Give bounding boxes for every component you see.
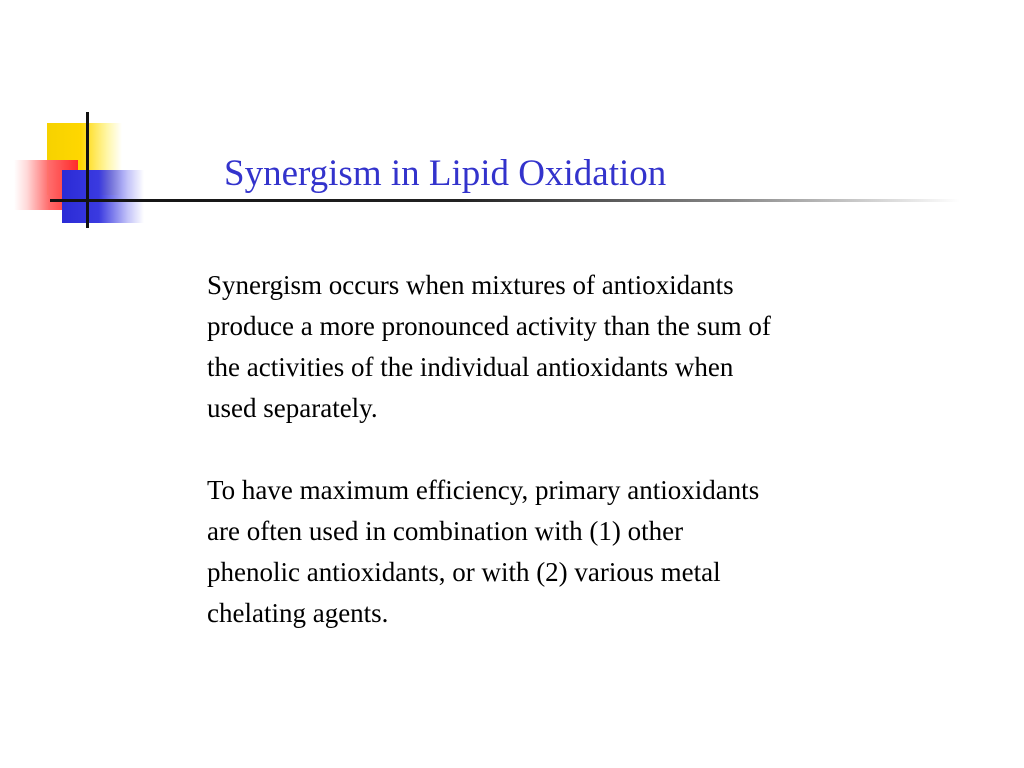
text-line: produce a more pronounced activity than the sum of [207, 311, 771, 341]
text-line: are often used in combination with (1) other [207, 516, 684, 546]
title-underline-rule [50, 199, 960, 202]
decor-blue-square [62, 170, 144, 223]
text-line: To have maximum efficiency, primary antioxidants [207, 475, 760, 505]
decor-vertical-line [86, 112, 89, 228]
paragraph-maximum-efficiency [207, 470, 947, 634]
text-line: Synergism occurs when mixtures of antioxidants [207, 270, 734, 300]
text-line: chelating agents. [207, 598, 389, 628]
slide-body [207, 265, 947, 634]
slide-title: Synergism in Lipid Oxidation [224, 153, 667, 194]
text-line: used separately. [207, 393, 378, 423]
text-line: the activities of the individual antioxidants when [207, 352, 734, 382]
text-line: phenolic antioxidants, or with (2) various metal [207, 557, 721, 587]
paragraph-synergism-definition [207, 265, 947, 429]
